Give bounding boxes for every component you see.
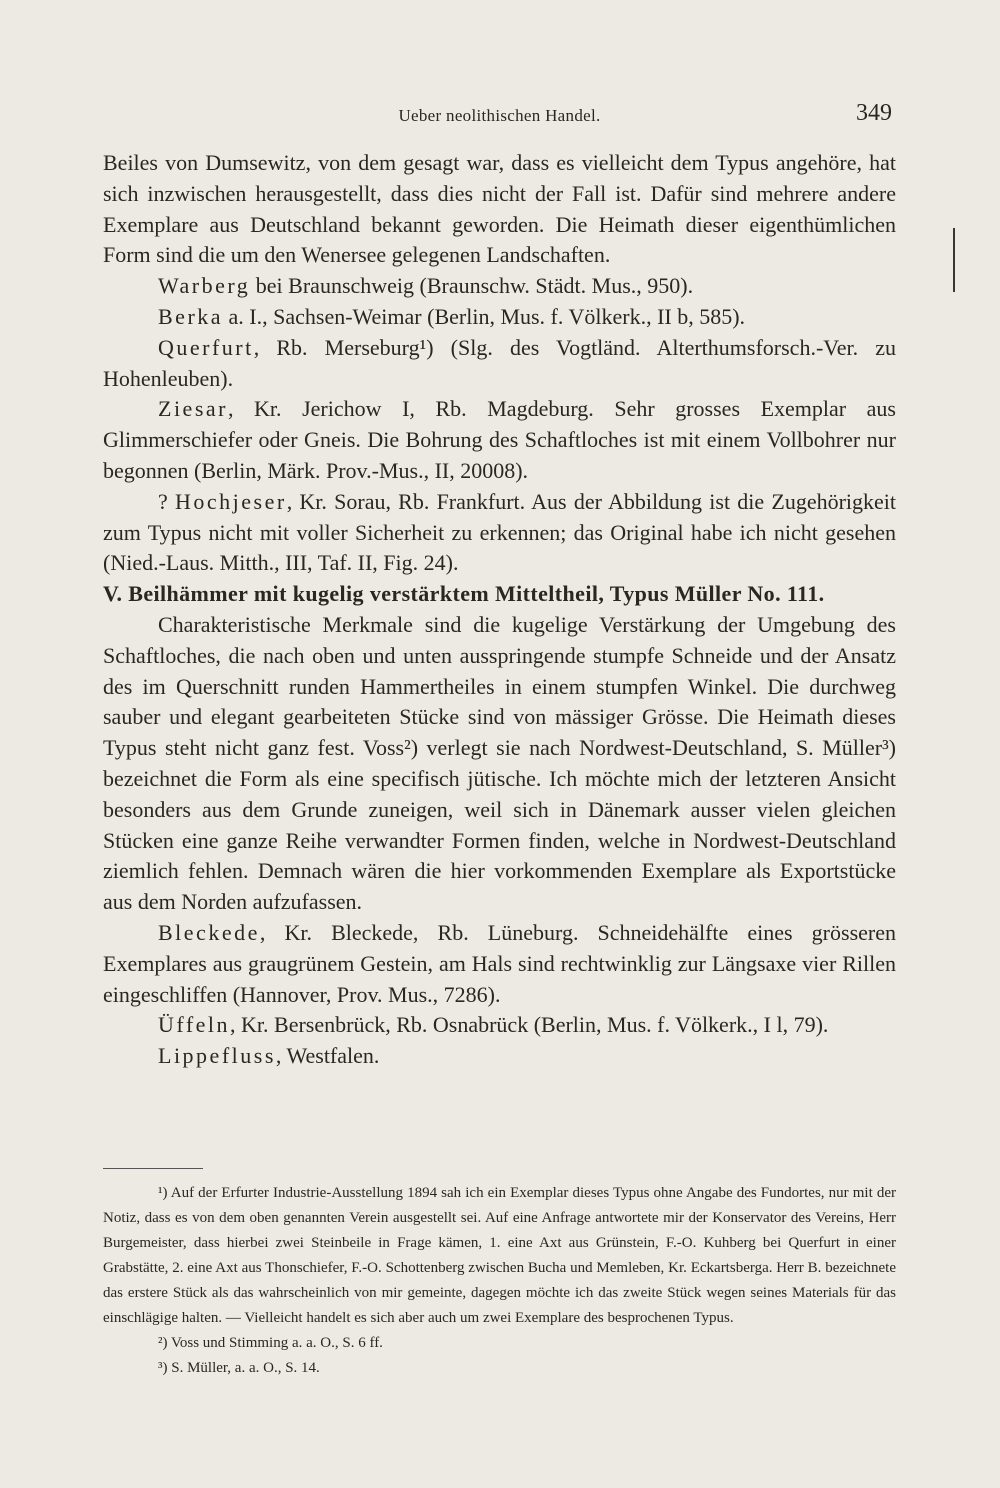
find-description: , Kr. Sorau, Rb. Frankfurt. Aus der Abbildung ist die Zugehörigkeit zum Typus nicht mit voller Sicherheit zu erkennen; das Original habe ich nicht gesehen (Nied.-Laus. Mitth., III, Taf. II, Fig. 24). xyxy=(103,488,897,576)
find-place: Warberg xyxy=(158,273,251,299)
running-head: Ueber neolithischen Handel. xyxy=(398,106,601,125)
find-description: a. I., Sachsen-Weimar (Berlin, Mus. f. Völkerk., II b, 585). xyxy=(223,303,746,329)
margin-mark xyxy=(953,228,955,292)
footnote-3: ³) S. Müller, a. a. O., S. 14. xyxy=(158,1360,320,1376)
section-heading: V. Beilhämmer mit kugelig verstärktem Mitteltheil, Typus Müller No. 111. xyxy=(103,581,825,607)
footnotes xyxy=(103,1168,896,1381)
find-description: , Westfalen. xyxy=(275,1043,380,1069)
find-place: Lippefluss xyxy=(158,1043,276,1069)
find-description: , Kr. Jerichow I, Rb. Magdeburg. Sehr grosses Exemplar aus Glimmerschiefer oder Gneis. Die Bohrung des Schaftloches ist mit einem Vollbohrer nur begonnen (Berlin, Märk. Prov.-Mus., II, 20008). xyxy=(103,396,896,483)
page-header xyxy=(103,100,896,130)
find-description: , Rb. Merseburg¹) (Slg. des Vogtländ. Alterthumsforsch.-Ver. zu Hohenleuben). xyxy=(103,334,896,391)
footnote-rule xyxy=(103,1168,203,1169)
find-entry xyxy=(103,1041,896,1072)
find-entry xyxy=(103,333,896,395)
find-place: Querfurt xyxy=(158,334,254,360)
find-entry xyxy=(103,487,896,579)
page-number: 349 xyxy=(856,100,892,126)
find-place: Bleckede xyxy=(158,919,260,945)
find-place: Üffeln xyxy=(158,1012,231,1038)
find-entry xyxy=(103,302,896,333)
find-description: , Kr. Bleckede, Rb. Lüneburg. Schneidehälfte eines grösseren Exemplares aus graugrünem Gestein, am Hals sind rechtwinklig zur Längsaxe vier Rillen eingeschliffen (Hannover, Prov. Mus., 7286). xyxy=(103,919,896,1007)
find-place: Hochjeser xyxy=(175,488,287,514)
paragraph: Charakteristische Merkmale sind die kugelige Verstärkung der Umgebung des Schaftloches, die nach oben und unten ausspringende stumpfe Schneide und der Ansatz des im Querschnitt runden Hammertheiles in einem stumpfen Winkel. Die durchweg sauber und elegant gearbeiteten Stücke sind von mässiger Grösse. Die Heimath dieses Typus steht nicht ganz fest. Voss²) verlegt sie nach Nordwest-Deutschland, S. Müller³) bezeichnet die Form als eine specifisch jütische. Ich möchte mich der letzteren Ansicht besonders aus dem Grunde zuneigen, weil sich in Dänemark ausser vielen gleichen Stücken eine ganze Reihe verwandter Formen finden, welche in Nordwest-Deutschland ziemlich fehlen. Demnach wären die hier vorkommenden Exemplare als Exportstücke aus dem Norden aufzufassen. xyxy=(103,611,896,915)
find-place: Ziesar xyxy=(158,396,228,422)
find-entry xyxy=(103,1010,896,1041)
find-entry xyxy=(103,271,896,302)
find-entry xyxy=(103,394,896,486)
main-text xyxy=(103,148,896,1072)
footnote-2: ²) Voss und Stimming a. a. O., S. 6 ff. xyxy=(158,1335,383,1351)
find-description: , Kr. Bersenbrück, Rb. Osnabrück (Berlin, Mus. f. Völkerk., I l, 79). xyxy=(230,1012,829,1038)
footnote-1: ¹) Auf der Erfurter Industrie-Ausstellung 1894 sah ich ein Exemplar dieses Typus ohne Angabe des Fundortes, nur mit der Notiz, dass es von dem oben genannten Verein ausgestellt sei. Auf eine Anfrage antwortete mir der Konservator des Vereins, Herr Burgemeister, dass hierbei zwei Steinbeile in Frage kämen, 1. eine Axt aus Grünstein, F.-O. Kuhberg bei Querfurt in einer Grabstätte, 2. eine Axt aus Thonschiefer, F.-O. Schottenberg zwischen Bucha und Memleben, Kr. Eckartsberga. Herr B. bezeichnete das erstere Stück als das wahrscheinlich von mir gemeinte, dagegen möchte ich das zweite Stück wegen seines Materials für das einschlägige halten. — Vielleicht handelt es sich aber auch um zwei Exemplare des besprochenen Typus. xyxy=(103,1185,896,1326)
paragraph: Beiles von Dumsewitz, von dem gesagt war, dass es vielleicht dem Typus angehöre, hat sich inzwischen herausgestellt, dass dies nicht der Fall ist. Dafür sind mehrere andere Exemplare aus Deutschland bekannt geworden. Die Heimath dieser eigenthümlichen Form sind die um den Wenersee gelegenen Landschaften. xyxy=(103,150,896,268)
find-description: bei Braunschweig (Braunschw. Städt. Mus., 950). xyxy=(250,273,694,299)
find-entry xyxy=(103,918,896,1010)
uncertain-marker: ? xyxy=(158,488,175,514)
find-place: Berka xyxy=(158,303,224,329)
